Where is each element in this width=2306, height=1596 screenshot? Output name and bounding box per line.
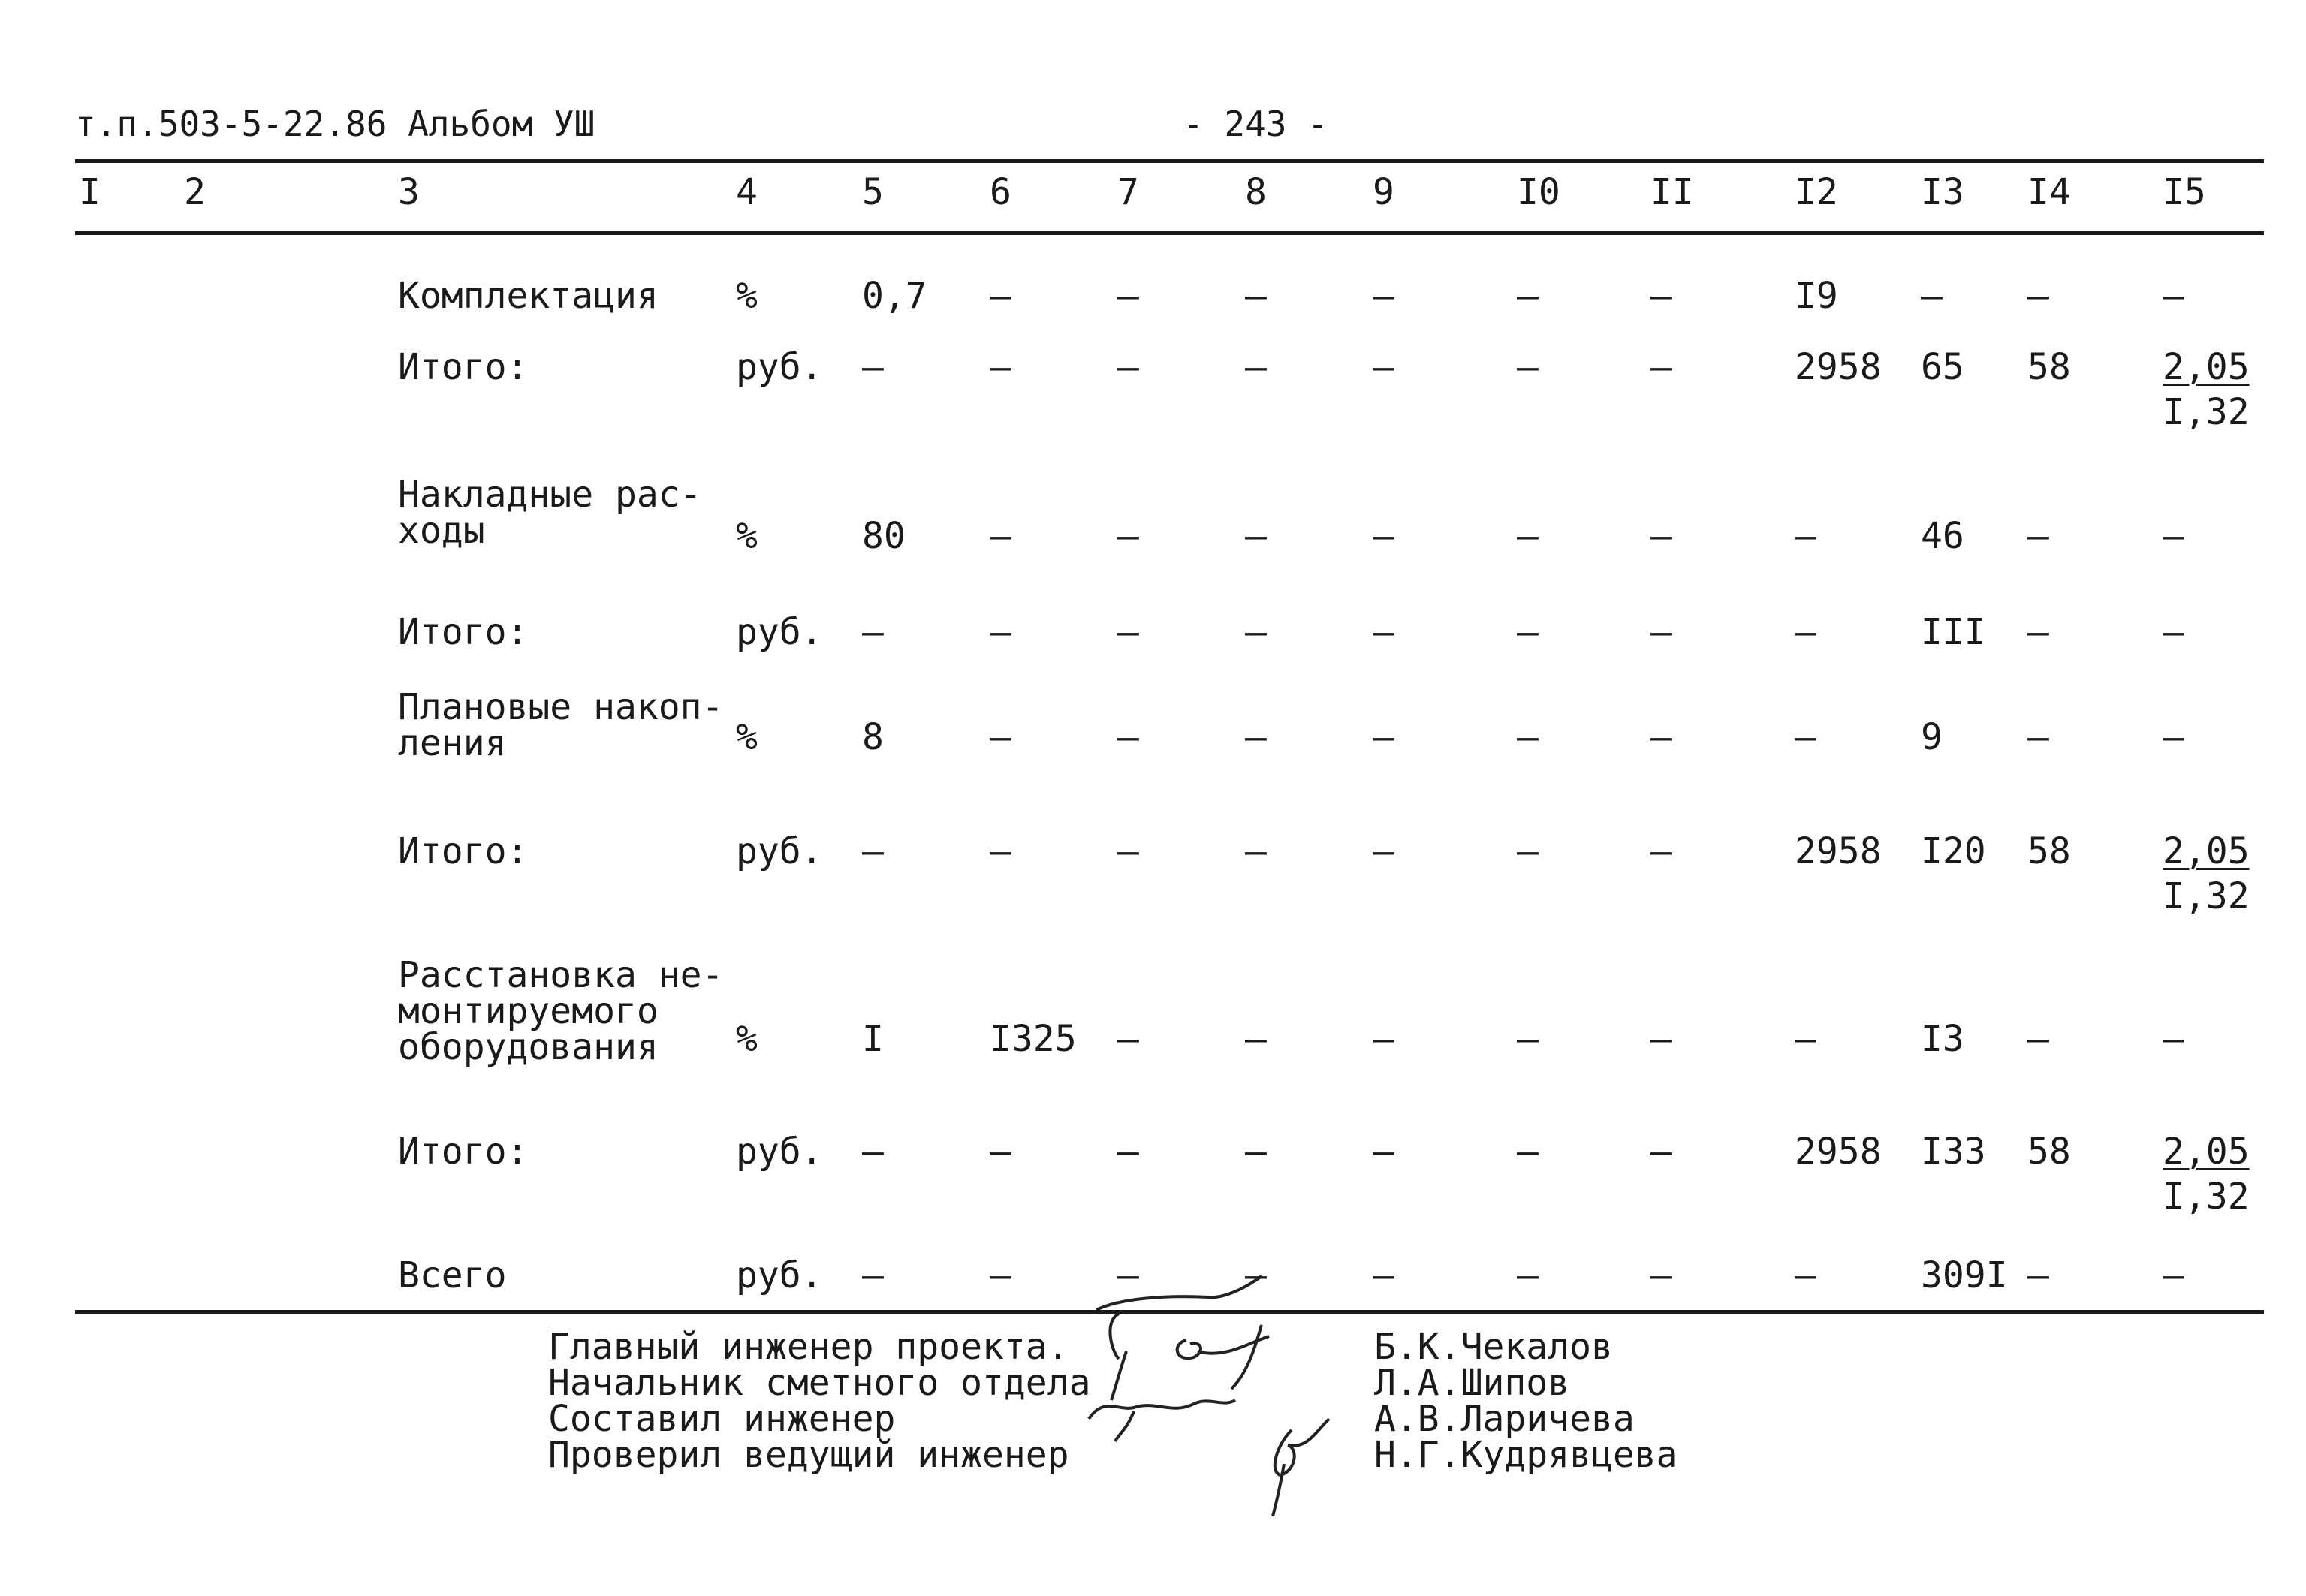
cell-col-9: – <box>1373 1254 1394 1296</box>
cell-col-6: – <box>990 346 1011 388</box>
column-header-9: 9 <box>1373 171 1394 213</box>
row-label-line: Итого: <box>398 611 529 653</box>
row-label <box>398 611 529 653</box>
row-label-line: Плановые накоп- <box>398 686 724 728</box>
cell-col-8: – <box>1245 1131 1267 1173</box>
row-label <box>398 474 702 552</box>
row-unit: % <box>736 1018 758 1060</box>
signatory-name: Н.Г.Кудрявцева <box>1374 1434 1678 1476</box>
cell-col-5: 8 <box>862 716 884 758</box>
fraction-denominator: I,32 <box>2163 875 2250 917</box>
signature-title: Главный инженер проекта. <box>548 1326 1069 1368</box>
cell-col-12: 2958 <box>1795 1131 1882 1173</box>
column-header-15: I5 <box>2163 171 2206 213</box>
cell-col-13: 9 <box>1921 716 1943 758</box>
page-number: - 243 - <box>1183 104 1328 144</box>
cell-col-8: – <box>1245 515 1267 557</box>
cell-col-6: I325 <box>990 1018 1077 1060</box>
cell-col-5: – <box>862 611 884 653</box>
row-label <box>398 1131 529 1173</box>
cell-col-5: – <box>862 346 884 388</box>
row-unit: руб. <box>736 1254 823 1296</box>
cell-col-10: – <box>1517 830 1539 872</box>
cell-col-14: – <box>2027 1018 2049 1060</box>
cell-col-12: 2958 <box>1795 346 1882 388</box>
row-label-line: Итого: <box>398 830 529 872</box>
cell-col-12: – <box>1795 716 1816 758</box>
row-unit: руб. <box>736 346 823 388</box>
signature-titles <box>548 1326 1091 1476</box>
cell-col-9: – <box>1373 716 1394 758</box>
cell-col-8: – <box>1245 346 1267 388</box>
cell-col-7: – <box>1117 1254 1139 1296</box>
cell-col-11: – <box>1650 275 1672 317</box>
cell-col-9: – <box>1373 346 1394 388</box>
header-rule <box>75 231 2264 235</box>
cell-col-10: – <box>1517 275 1539 317</box>
signature-title: Составил инженер <box>548 1398 896 1440</box>
row-label-line: монтируемого <box>398 990 659 1032</box>
cell-col-11: – <box>1650 611 1672 653</box>
cell-col-6: – <box>990 830 1011 872</box>
cell-col-12: – <box>1795 515 1816 557</box>
column-header-13: I3 <box>1921 171 1964 213</box>
cell-col-7: – <box>1117 716 1139 758</box>
cell-col-15: – <box>2163 716 2184 758</box>
cell-col-7: – <box>1117 830 1139 872</box>
row-unit: руб. <box>736 1131 823 1173</box>
cell-col-7: – <box>1117 346 1139 388</box>
cell-col-11: – <box>1650 716 1672 758</box>
cell-col-15: – <box>2163 515 2184 557</box>
cell-col-5: – <box>862 830 884 872</box>
column-header-5: 5 <box>862 171 884 213</box>
cell-col-12: – <box>1795 611 1816 653</box>
cell-col-14: – <box>2027 716 2049 758</box>
cell-col-12: 2958 <box>1795 830 1882 872</box>
fraction-numerator: 2,05 <box>2163 830 2250 872</box>
signatory-name: А.В.Ларичева <box>1374 1398 1635 1440</box>
cell-col-9: – <box>1373 275 1394 317</box>
cell-col-10: – <box>1517 611 1539 653</box>
cell-col-13: I3 <box>1921 1018 1964 1060</box>
row-label <box>398 954 724 1068</box>
fraction-denominator: I,32 <box>2163 391 2250 433</box>
cell-col-6: – <box>990 611 1011 653</box>
row-label <box>398 346 529 388</box>
cell-col-13: 65 <box>1921 346 1964 388</box>
cell-col-11: – <box>1650 1254 1672 1296</box>
cell-col-6: – <box>990 275 1011 317</box>
cell-col-9: – <box>1373 611 1394 653</box>
cell-col-8: – <box>1245 275 1267 317</box>
column-header-8: 8 <box>1245 171 1267 213</box>
signature-title: Начальник сметного отдела <box>548 1362 1091 1404</box>
cell-col-14: 58 <box>2027 1131 2071 1173</box>
column-header-1: I <box>79 171 101 213</box>
cell-col-5: – <box>862 1131 884 1173</box>
cell-col-15: – <box>2163 611 2184 653</box>
cell-col-5: 0,7 <box>862 275 927 317</box>
cell-col-6: – <box>990 1131 1011 1173</box>
cell-col-7: – <box>1117 275 1139 317</box>
cell-col-14: – <box>2027 1254 2049 1296</box>
cell-col-6: – <box>990 716 1011 758</box>
cell-col-13: III <box>1921 611 1986 653</box>
cell-col-9: – <box>1373 515 1394 557</box>
fraction-numerator: 2,05 <box>2163 1131 2250 1173</box>
row-unit: руб. <box>736 830 823 872</box>
cell-col-15: – <box>2163 275 2184 317</box>
cell-col-14: – <box>2027 275 2049 317</box>
row-label <box>398 686 724 764</box>
cell-col-15-fraction <box>2163 1131 2250 1218</box>
cell-col-5: – <box>862 1254 884 1296</box>
fraction-denominator: I,32 <box>2163 1176 2250 1218</box>
cell-col-8: – <box>1245 716 1267 758</box>
cell-col-5: I <box>862 1018 884 1060</box>
cell-col-7: – <box>1117 611 1139 653</box>
row-label-line: Расстановка не- <box>398 954 724 996</box>
column-header-11: II <box>1650 171 1694 213</box>
row-label-line: оборудования <box>398 1026 659 1068</box>
cell-col-14: 58 <box>2027 830 2071 872</box>
cell-col-7: – <box>1117 1018 1139 1060</box>
cell-col-10: – <box>1517 716 1539 758</box>
cell-col-13: – <box>1921 275 1943 317</box>
signature-names <box>1374 1326 1678 1476</box>
cell-col-15-fraction <box>2163 830 2250 917</box>
cell-col-14: – <box>2027 611 2049 653</box>
cell-col-10: – <box>1517 346 1539 388</box>
cell-col-8: – <box>1245 1254 1267 1296</box>
top-rule <box>75 159 2264 163</box>
column-header-3: 3 <box>398 171 420 213</box>
row-unit: % <box>736 275 758 317</box>
cell-col-12: I9 <box>1795 275 1838 317</box>
cell-col-10: – <box>1517 515 1539 557</box>
cell-col-6: – <box>990 1254 1011 1296</box>
cell-col-8: – <box>1245 1018 1267 1060</box>
cell-col-15-fraction <box>2163 346 2250 433</box>
row-label <box>398 830 529 872</box>
cell-col-15: – <box>2163 1254 2184 1296</box>
column-header-4: 4 <box>736 171 758 213</box>
row-unit: % <box>736 515 758 557</box>
cell-col-13: 309I <box>1921 1254 2008 1296</box>
cell-col-12: – <box>1795 1254 1816 1296</box>
row-label-line: ления <box>398 722 507 764</box>
column-header-14: I4 <box>2027 171 2071 213</box>
cell-col-11: – <box>1650 830 1672 872</box>
cell-col-8: – <box>1245 830 1267 872</box>
cell-col-7: – <box>1117 1131 1139 1173</box>
cell-col-8: – <box>1245 611 1267 653</box>
column-header-6: 6 <box>990 171 1011 213</box>
row-label <box>398 1254 507 1296</box>
row-label-line: ходы <box>398 510 485 552</box>
cell-col-13: I20 <box>1921 830 1986 872</box>
column-header-7: 7 <box>1117 171 1139 213</box>
cell-col-10: – <box>1517 1131 1539 1173</box>
row-label-line: Итого: <box>398 1131 529 1173</box>
signature-title: Проверил ведущий инженер <box>548 1434 1069 1476</box>
column-header-2: 2 <box>184 171 206 213</box>
row-label-line: Комплектация <box>398 275 659 317</box>
cell-col-14: – <box>2027 515 2049 557</box>
cell-col-14: 58 <box>2027 346 2071 388</box>
cell-col-15: – <box>2163 1018 2184 1060</box>
cell-col-11: – <box>1650 1131 1672 1173</box>
cell-col-12: – <box>1795 1018 1816 1060</box>
cell-col-11: – <box>1650 515 1672 557</box>
document-reference: т.п.503-5-22.86 Альбом УШ <box>75 104 595 144</box>
cell-col-6: – <box>990 515 1011 557</box>
fraction-numerator: 2,05 <box>2163 346 2250 388</box>
column-header-10: I0 <box>1517 171 1560 213</box>
cell-col-13: 46 <box>1921 515 1964 557</box>
column-header-12: I2 <box>1795 171 1838 213</box>
signatory-name: Б.К.Чекалов <box>1374 1326 1613 1368</box>
row-label <box>398 275 659 317</box>
row-unit: % <box>736 716 758 758</box>
cell-col-10: – <box>1517 1018 1539 1060</box>
cell-col-11: – <box>1650 346 1672 388</box>
cell-col-9: – <box>1373 1018 1394 1060</box>
cell-col-13: I33 <box>1921 1131 1986 1173</box>
row-label-line: Всего <box>398 1254 507 1296</box>
cell-col-5: 80 <box>862 515 906 557</box>
row-label-line: Итого: <box>398 346 529 388</box>
row-label-line: Накладные рас- <box>398 474 702 516</box>
handwritten-signatures <box>1074 1269 1359 1524</box>
row-unit: руб. <box>736 611 823 653</box>
cell-col-9: – <box>1373 1131 1394 1173</box>
cell-col-11: – <box>1650 1018 1672 1060</box>
cell-col-9: – <box>1373 830 1394 872</box>
signatory-name: Л.А.Шипов <box>1374 1362 1570 1404</box>
cell-col-7: – <box>1117 515 1139 557</box>
cell-col-10: – <box>1517 1254 1539 1296</box>
